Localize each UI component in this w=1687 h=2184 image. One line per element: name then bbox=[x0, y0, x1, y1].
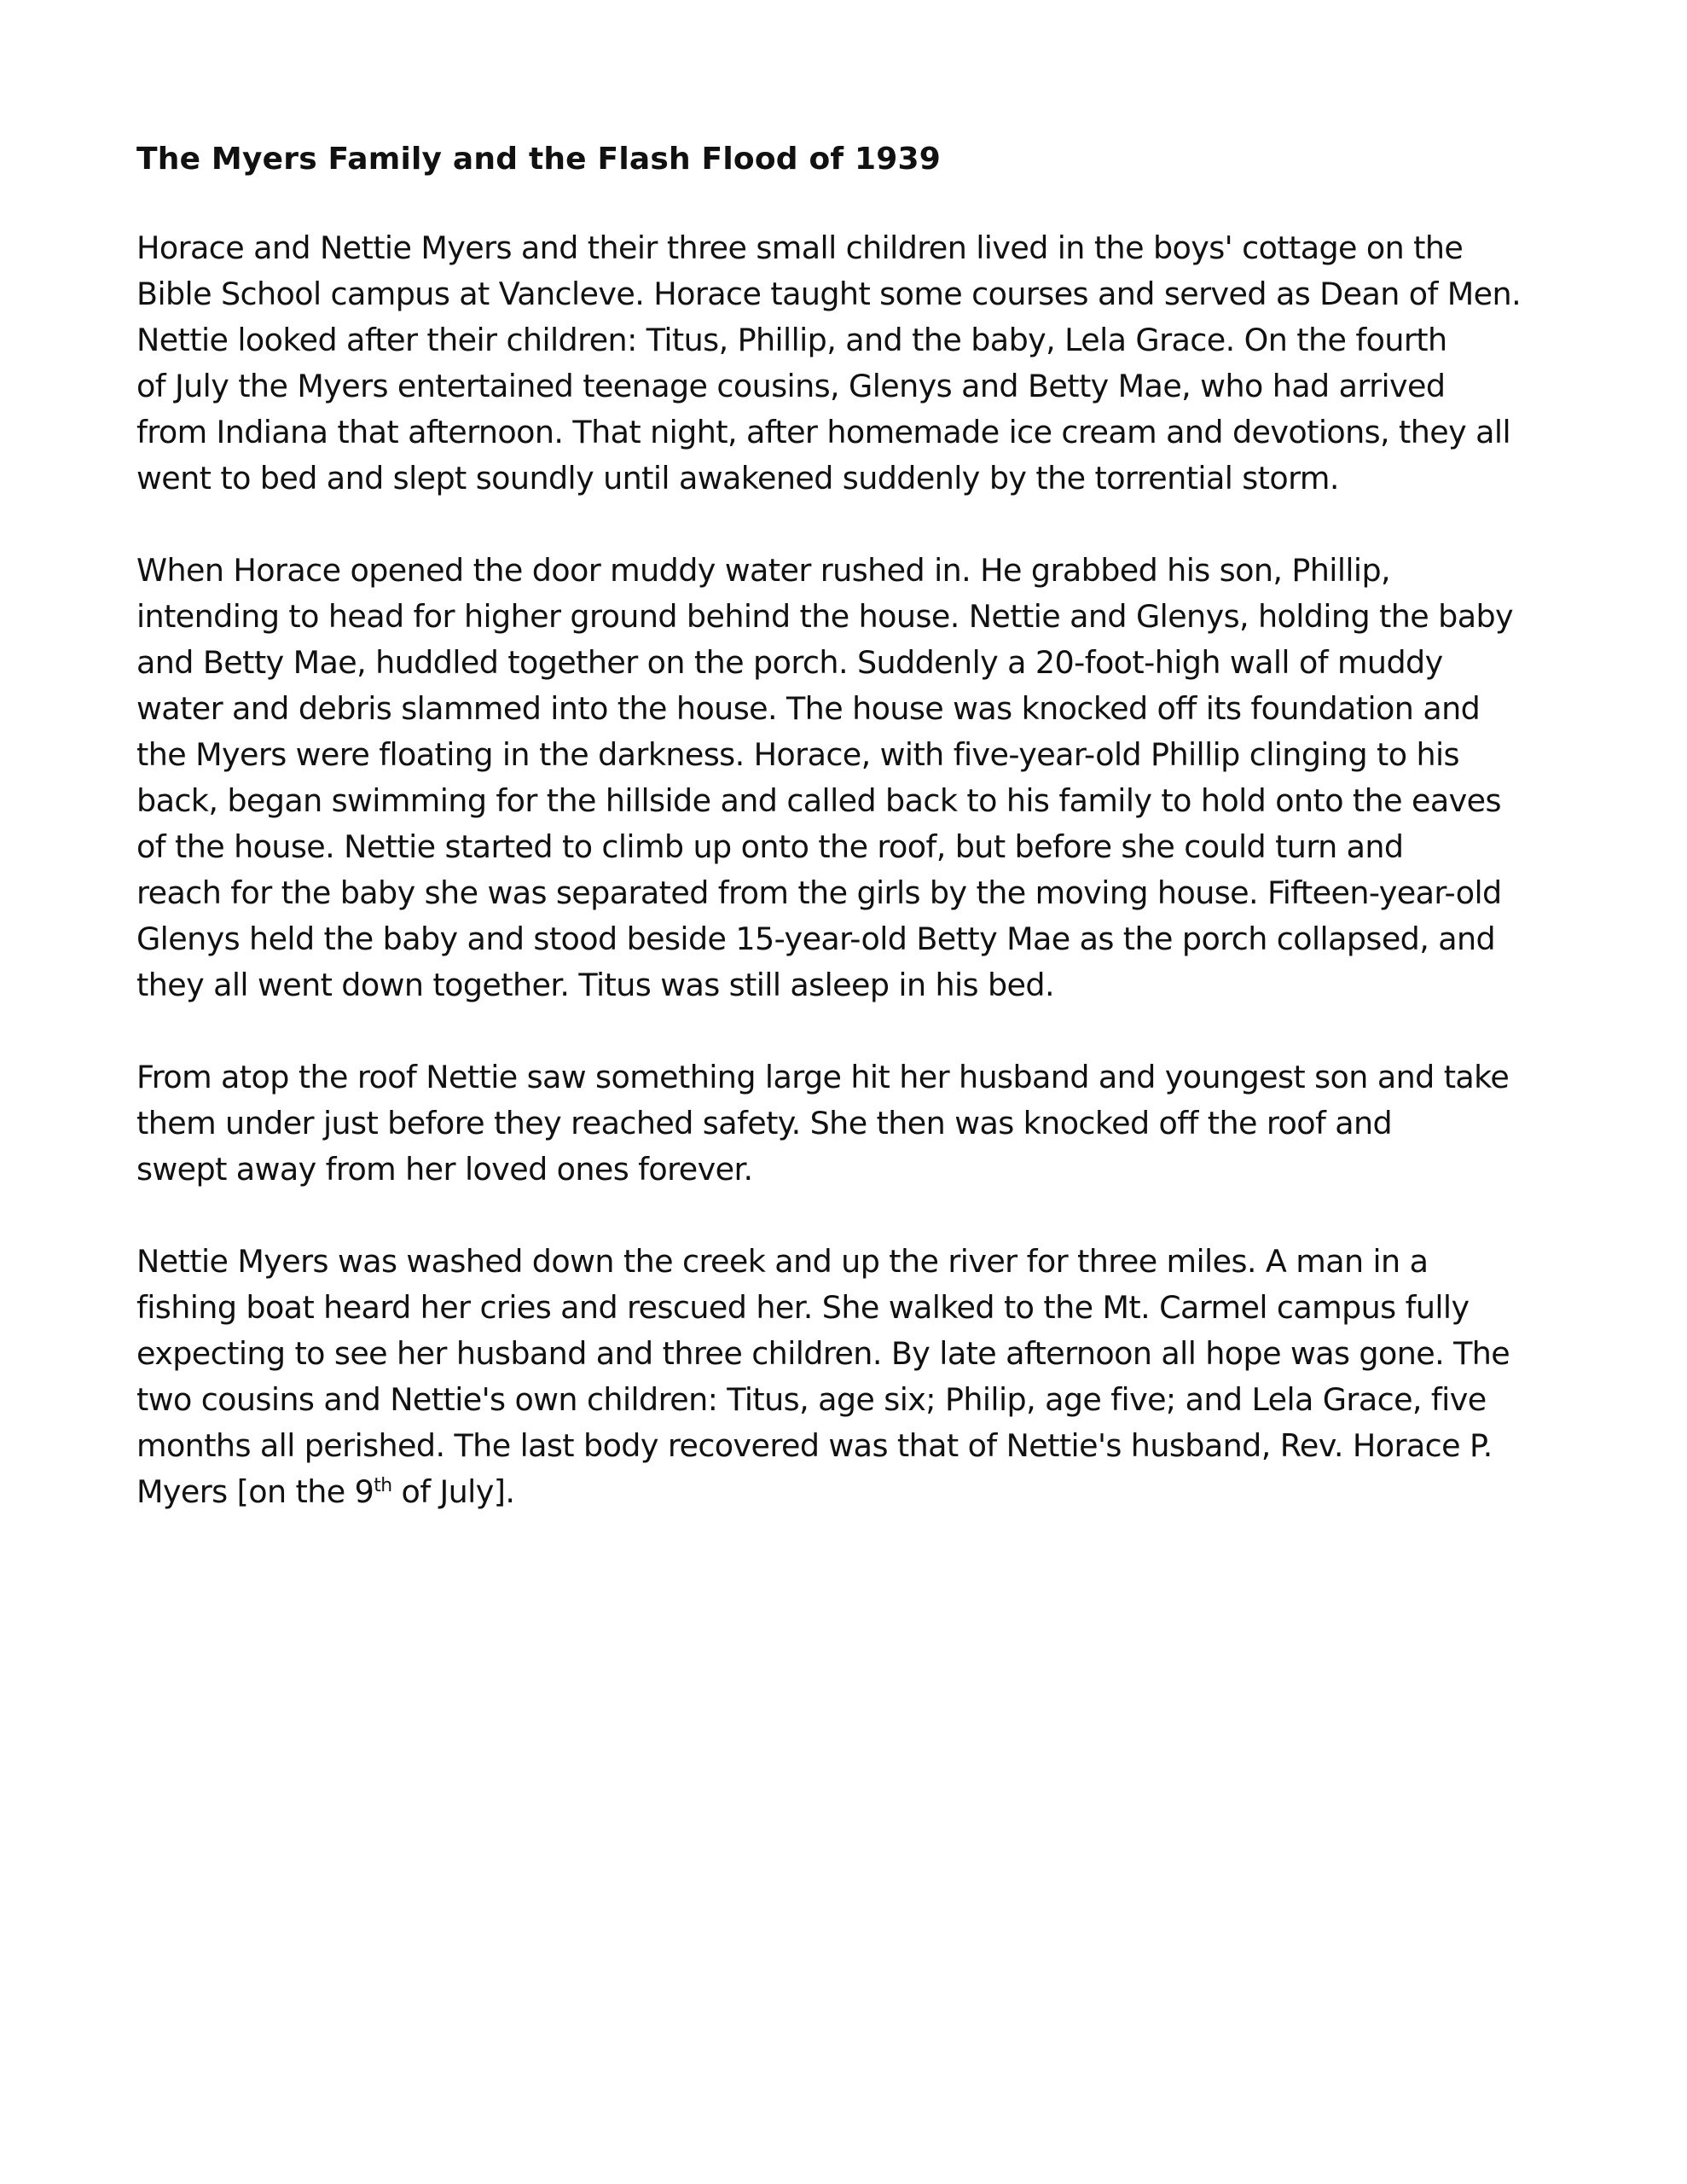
text-fragment: Myers [on the 9 bbox=[136, 1473, 374, 1510]
paragraph-4 bbox=[136, 1239, 1552, 1515]
text-line: them under just before they reached safety. She then was knocked off the roof and bbox=[136, 1105, 1393, 1141]
text-line: of the house. Nettie started to climb up onto the roof, but before she could turn and bbox=[136, 828, 1404, 865]
text-line: and Betty Mae, huddled together on the porch. Suddenly a 20-foot-high wall of muddy bbox=[136, 644, 1443, 681]
text-line: Glenys held the baby and stood beside 15-year-old Betty Mae as the porch collapsed, and bbox=[136, 921, 1496, 957]
text-line: from Indiana that afternoon. That night, after homemade ice cream and devotions, they all bbox=[136, 414, 1511, 450]
text-line: the Myers were floating in the darkness. Horace, with five-year-old Phillip clinging to his bbox=[136, 736, 1459, 773]
text-line: months all perished. The last body recovered was that of Nettie's husband, Rev. Horace P. bbox=[136, 1427, 1493, 1464]
text-line: expecting to see her husband and three children. By late afternoon all hope was gone. The bbox=[136, 1335, 1510, 1372]
text-fragment: of July]. bbox=[391, 1473, 515, 1510]
text-line: intending to head for higher ground behind the house. Nettie and Glenys, holding the baby bbox=[136, 598, 1514, 635]
text-line: back, began swimming for the hillside and called back to his family to hold onto the eaves bbox=[136, 782, 1501, 819]
ordinal-suffix: th bbox=[374, 1474, 392, 1496]
document-title: The Myers Family and the Flash Flood of 1939 bbox=[136, 142, 941, 177]
text-line: of July the Myers entertained teenage cousins, Glenys and Betty Mae, who had arrived bbox=[136, 368, 1446, 404]
paragraph-2 bbox=[136, 548, 1552, 1008]
text-line: Nettie Myers was washed down the creek and up the river for three miles. A man in a bbox=[136, 1243, 1429, 1280]
text-line: they all went down together. Titus was still asleep in his bed. bbox=[136, 967, 1054, 1003]
document-body bbox=[136, 136, 1552, 1561]
text-line: Horace and Nettie Myers and their three small children lived in the boys' cottage on the bbox=[136, 229, 1464, 266]
paragraph-1 bbox=[136, 225, 1552, 502]
text-line: water and debris slammed into the house. The house was knocked off its foundation and bbox=[136, 690, 1481, 727]
text-line: swept away from her loved ones forever. bbox=[136, 1151, 753, 1188]
text-line: Nettie looked after their children: Titus, Phillip, and the baby, Lela Grace. On the fourth bbox=[136, 322, 1447, 358]
text-line: two cousins and Nettie's own children: Titus, age six; Philip, age five; and Lela Grace, five bbox=[136, 1381, 1487, 1418]
text-line: When Horace opened the door muddy water rushed in. He grabbed his son, Phillip, bbox=[136, 552, 1391, 589]
text-line: went to bed and slept soundly until awakened suddenly by the torrential storm. bbox=[136, 460, 1339, 497]
text-line-last bbox=[136, 1469, 1552, 1515]
text-line: reach for the baby she was separated from the girls by the moving house. Fifteen-year-old bbox=[136, 874, 1502, 911]
text-line: fishing boat heard her cries and rescued her. She walked to the Mt. Carmel campus fully bbox=[136, 1289, 1470, 1326]
paragraph-3 bbox=[136, 1054, 1552, 1193]
text-line: From atop the roof Nettie saw something large hit her husband and youngest son and take bbox=[136, 1059, 1510, 1095]
text-line: Bible School campus at Vancleve. Horace taught some courses and served as Dean of Men. bbox=[136, 276, 1522, 312]
